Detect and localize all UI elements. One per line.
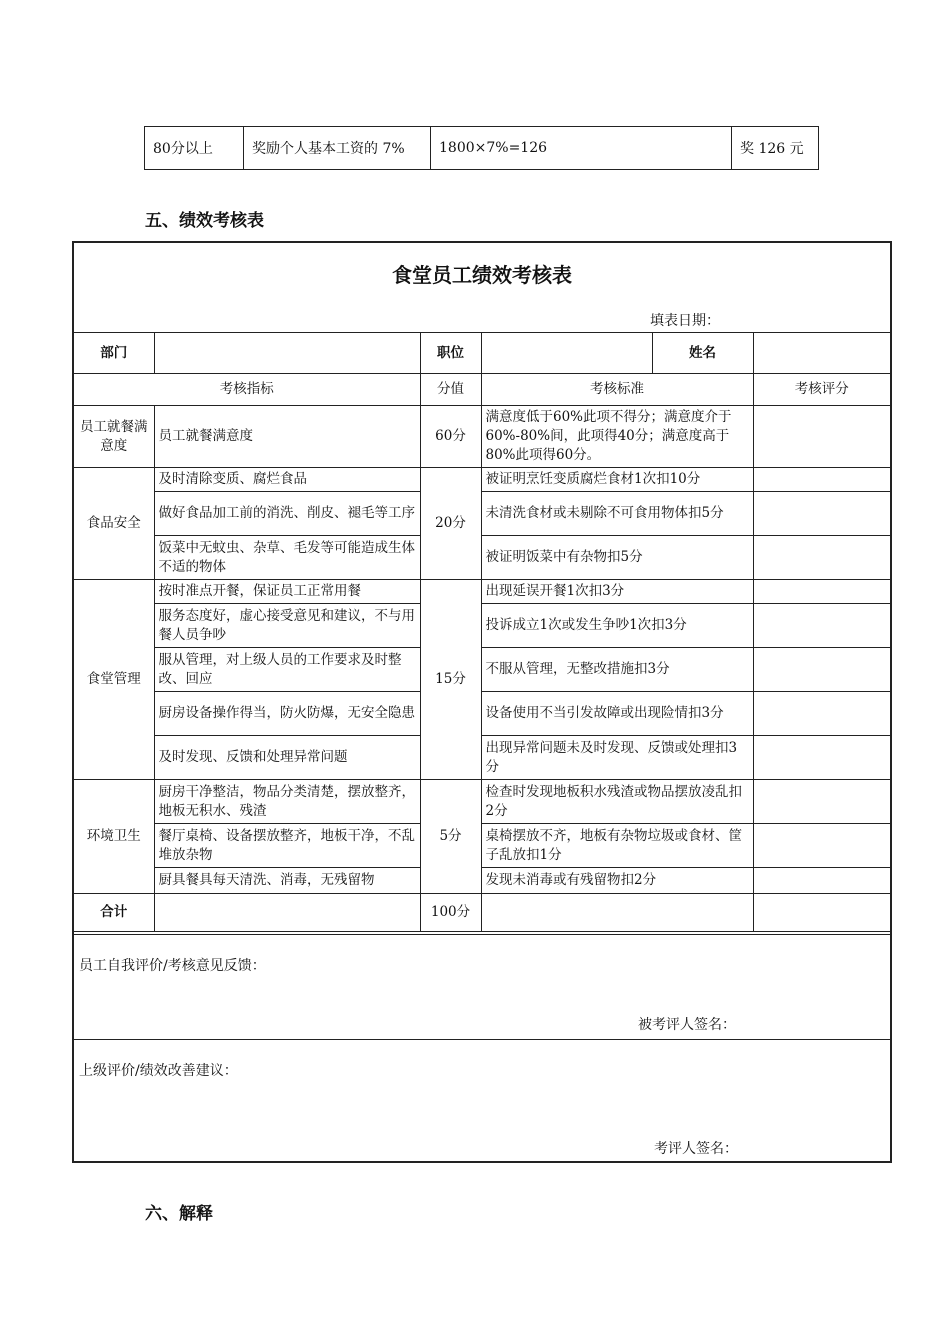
category-cell: 食堂管理 — [74, 580, 154, 780]
self-sign-label: 被考评人签名： — [638, 1017, 736, 1033]
standard-cell: 被证明烹饪变质腐烂食材1次扣10分 — [481, 468, 753, 492]
indicator-cell: 饭菜中无蚊虫、杂草、毛发等可能造成生体不适的物体 — [154, 536, 420, 580]
table-row — [74, 868, 890, 894]
dept-label: 部门 — [74, 333, 154, 374]
indicator-cell: 服从管理，对上级人员的工作要求及时整改、回应 — [154, 648, 420, 692]
indicator-cell: 及时发现、反馈和处理异常问题 — [154, 736, 420, 780]
table-row — [74, 580, 890, 604]
table-row — [74, 468, 890, 492]
evaluation-table — [74, 332, 890, 932]
score-cell: 20分 — [420, 468, 481, 580]
header-standard: 考核标准 — [481, 374, 753, 406]
standard-cell: 检查时发现地板积水残渣或物品摆放凌乱扣2分 — [481, 780, 753, 824]
rating-cell[interactable] — [753, 468, 890, 492]
standard-cell: 出现延误开餐1次扣3分 — [481, 580, 753, 604]
total-row — [74, 894, 890, 932]
standard-cell: 设备使用不当引发故障或出现险情扣3分 — [481, 692, 753, 736]
info-row — [74, 333, 890, 374]
reward-amount: 奖 126 元 — [732, 127, 819, 170]
standard-cell: 发现未消毒或有残留物扣2分 — [481, 868, 753, 894]
header-score: 分值 — [420, 374, 481, 406]
rating-cell[interactable] — [753, 492, 890, 536]
rating-cell[interactable] — [753, 604, 890, 648]
table-row — [74, 648, 890, 692]
score-cell: 15分 — [420, 580, 481, 780]
self-evaluation-section[interactable] — [74, 934, 890, 1040]
standard-cell: 不服从管理，无整改措施扣3分 — [481, 648, 753, 692]
dept-value[interactable] — [154, 333, 420, 374]
score-cell: 5分 — [420, 780, 481, 894]
table-row — [74, 492, 890, 536]
superior-evaluation-label: 上级评价/绩效改善建议： — [79, 1063, 238, 1079]
superior-evaluation-section[interactable] — [74, 1039, 890, 1162]
category-cell: 员工就餐满意度 — [74, 406, 154, 468]
reward-formula: 1800×7%=126 — [431, 127, 732, 170]
standard-cell: 桌椅摆放不齐，地板有杂物垃圾或食材、筐子乱放扣1分 — [481, 824, 753, 868]
rating-cell[interactable] — [753, 536, 890, 580]
table-row — [74, 824, 890, 868]
category-cell: 环境卫生 — [74, 780, 154, 894]
rating-cell[interactable] — [753, 692, 890, 736]
indicator-cell: 员工就餐满意度 — [154, 406, 420, 468]
rating-cell[interactable] — [753, 406, 890, 468]
indicator-cell: 厨房干净整洁，物品分类清楚，摆放整齐，地板无积水、残渣 — [154, 780, 420, 824]
standard-cell: 被证明饭菜中有杂物扣5分 — [481, 536, 753, 580]
self-evaluation-label: 员工自我评价/考核意见反馈： — [79, 958, 266, 974]
rating-cell[interactable] — [753, 780, 890, 824]
position-label: 职位 — [420, 333, 481, 374]
table-row — [74, 780, 890, 824]
form-title: 食堂员工绩效考核表 — [392, 263, 572, 287]
total-score: 100分 — [420, 894, 481, 932]
indicator-cell: 厨具餐具每天清洗、消毒，无残留物 — [154, 868, 420, 894]
standard-cell: 未清洗食材或未剔除不可食用物体扣5分 — [481, 492, 753, 536]
rating-cell[interactable] — [753, 648, 890, 692]
indicator-cell: 按时准点开餐，保证员工正常用餐 — [154, 580, 420, 604]
total-standard-cell — [481, 894, 753, 932]
header-row — [74, 374, 890, 406]
table-row — [74, 692, 890, 736]
table-row — [74, 536, 890, 580]
table-row — [74, 736, 890, 780]
section-6-heading: 六、解释 — [145, 1204, 213, 1224]
name-label: 姓名 — [652, 333, 753, 374]
indicator-cell: 厨房设备操作得当，防火防爆，无安全隐患 — [154, 692, 420, 736]
superior-sign-label: 考评人签名： — [654, 1141, 738, 1157]
score-cell: 60分 — [420, 406, 481, 468]
table-row — [74, 604, 890, 648]
reward-row — [145, 127, 819, 170]
section-5-heading: 五、绩效考核表 — [145, 211, 264, 231]
reward-score: 80分以上 — [145, 127, 244, 170]
standard-cell: 投诉成立1次或发生争吵1次扣3分 — [481, 604, 753, 648]
indicator-cell: 及时清除变质、腐烂食品 — [154, 468, 420, 492]
total-rating-cell[interactable] — [753, 894, 890, 932]
evaluation-form — [72, 241, 892, 1163]
indicator-cell: 服务态度好，虚心接受意见和建议，不与用餐人员争吵 — [154, 604, 420, 648]
indicator-cell: 餐厅桌椅、设备摆放整齐，地板干净，不乱堆放杂物 — [154, 824, 420, 868]
indicator-cell: 做好食品加工前的消洗、削皮、褪毛等工序 — [154, 492, 420, 536]
standard-cell: 满意度低于60%此项不得分；满意度介于60%-80%间，此项得40分；满意度高于80%此项得60分。 — [481, 406, 753, 468]
header-indicator: 考核指标 — [74, 374, 420, 406]
standard-cell: 出现异常问题未及时发现、反馈或处理扣3分 — [481, 736, 753, 780]
fill-date-label: 填表日期： — [650, 313, 720, 329]
rating-cell[interactable] — [753, 580, 890, 604]
category-cell: 食品安全 — [74, 468, 154, 580]
total-indicator-cell — [154, 894, 420, 932]
reward-table — [144, 126, 819, 170]
name-value[interactable] — [753, 333, 890, 374]
table-row — [74, 406, 890, 468]
header-rating: 考核评分 — [753, 374, 890, 406]
reward-description: 奖励个人基本工资的 7% — [244, 127, 431, 170]
rating-cell[interactable] — [753, 824, 890, 868]
rating-cell[interactable] — [753, 868, 890, 894]
total-label: 合计 — [74, 894, 154, 932]
position-value[interactable] — [481, 333, 652, 374]
rating-cell[interactable] — [753, 736, 890, 780]
